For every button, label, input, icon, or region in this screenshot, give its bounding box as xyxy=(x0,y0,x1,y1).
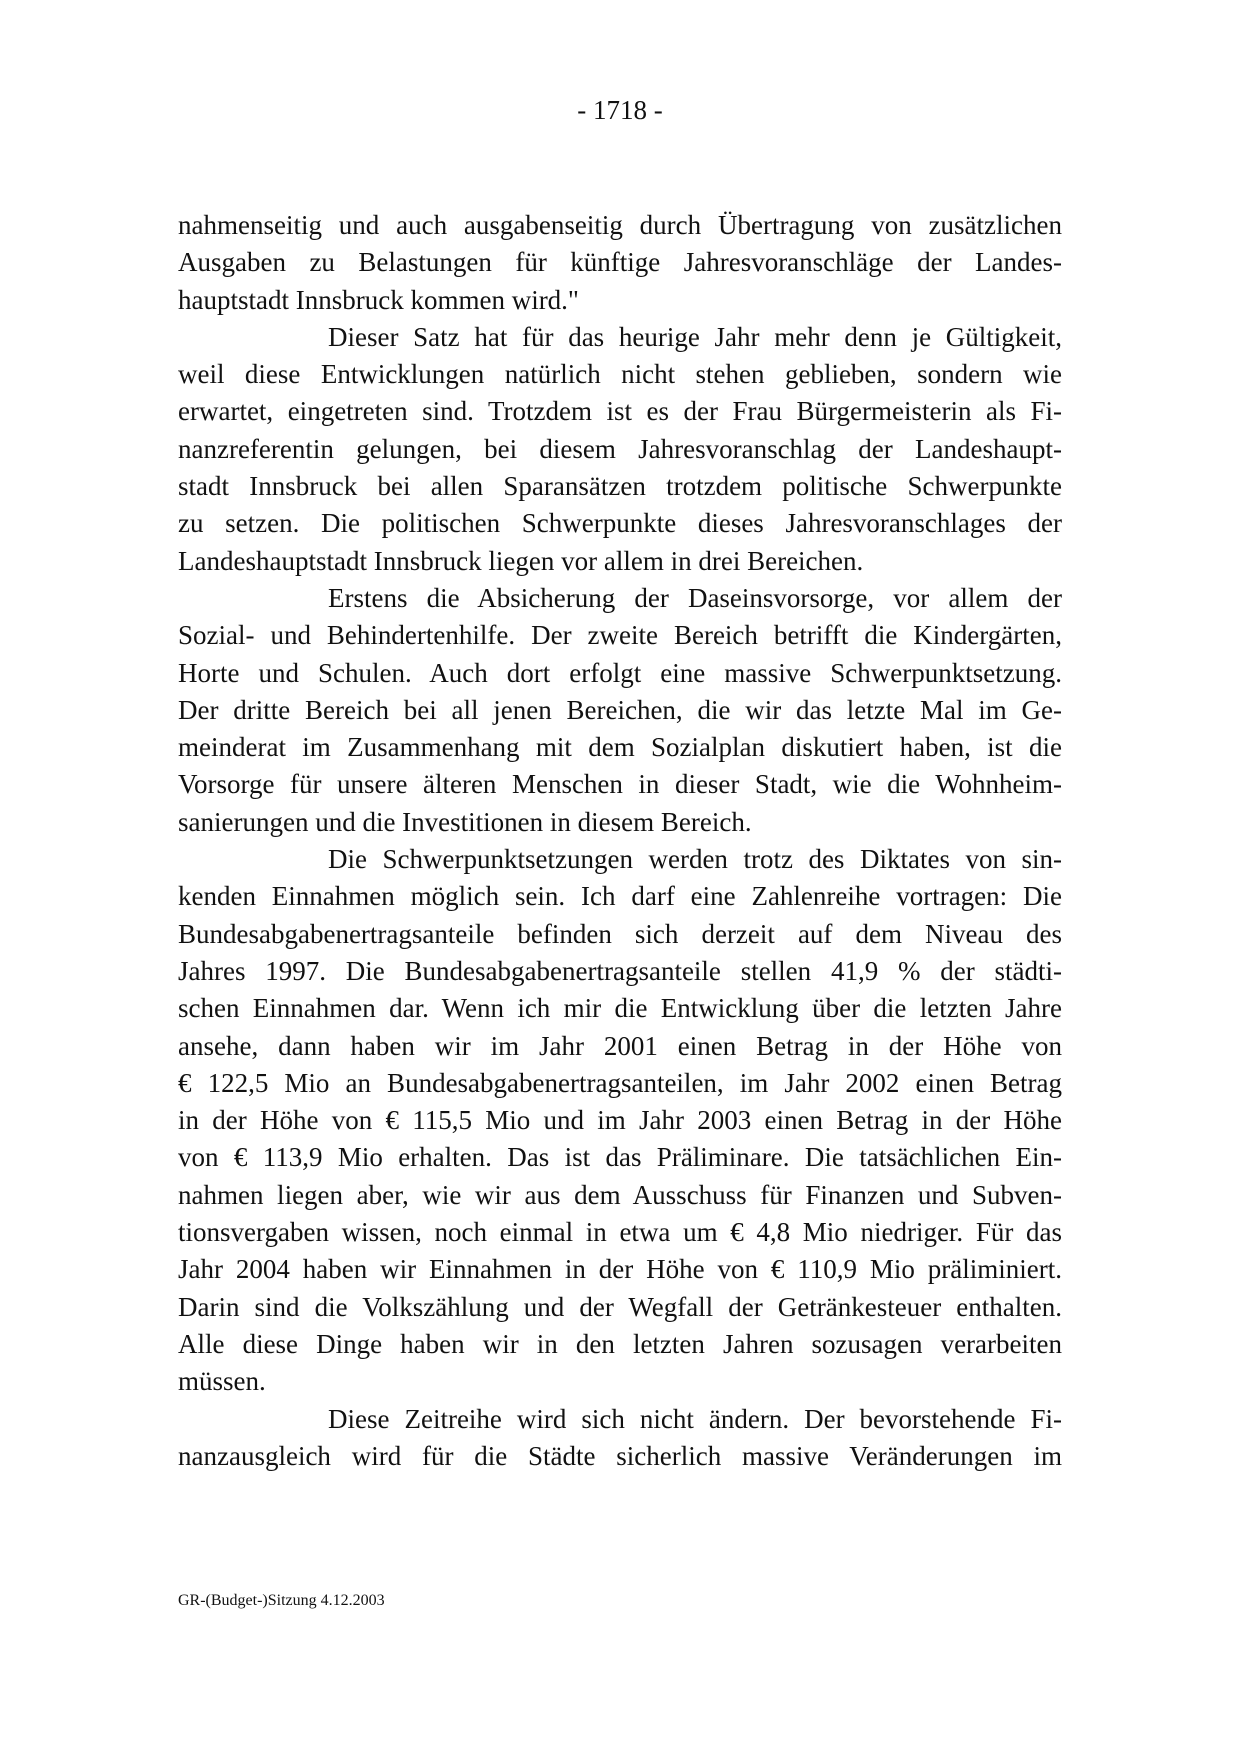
body-text xyxy=(178,207,1062,1475)
text-line: nanzreferentin gelungen, bei diesem Jahresvoranschlag der Landeshaupt- xyxy=(178,433,1062,464)
text-line: in der Höhe von € 115,5 Mio und im Jahr 2003 einen Betrag in der Höhe xyxy=(178,1105,1062,1136)
text-line: ansehe, dann haben wir im Jahr 2001 einen Betrag in der Höhe von xyxy=(178,1030,1062,1061)
text-line: weil diese Entwicklungen natürlich nicht stehen geblieben, sondern wie xyxy=(178,359,1062,390)
text-line: meinderat im Zusammenhang mit dem Sozialplan diskutiert haben, ist die xyxy=(178,732,1062,763)
text-line: Darin sind die Volkszählung und der Wegfall der Getränkesteuer enthalten. xyxy=(178,1291,1062,1322)
text-line: Vorsorge für unsere älteren Menschen in dieser Stadt, wie die Wohnheim- xyxy=(178,769,1062,800)
text-line: Der dritte Bereich bei all jenen Bereichen, die wir das letzte Mal im Ge- xyxy=(178,694,1062,725)
text-line: kenden Einnahmen möglich sein. Ich darf eine Zahlenreihe vortragen: Die xyxy=(178,881,1062,912)
text-line: von € 113,9 Mio erhalten. Das ist das Präliminare. Die tatsächlichen Ein- xyxy=(178,1142,1062,1173)
text-line: nahmenseitig und auch ausgabenseitig durch Übertragung von zusätzlichen xyxy=(178,210,1062,240)
text-line: tionsvergaben wissen, noch einmal in etwa um € 4,8 Mio niedriger. Für das xyxy=(178,1217,1062,1248)
text-line: hauptstadt Innsbruck kommen wird." xyxy=(178,284,579,315)
text-line: nahmen liegen aber, wie wir aus dem Ausschuss für Finanzen und Subven- xyxy=(178,1179,1062,1210)
text-line: Dieser Satz hat für das heurige Jahr mehr denn je Gültigkeit, xyxy=(328,321,1062,352)
text-line: Die Schwerpunktsetzungen werden trotz des Diktates von sin- xyxy=(328,844,1062,875)
text-line: Diese Zeitreihe wird sich nicht ändern. Der bevorstehende Fi- xyxy=(328,1403,1062,1434)
text-line: Erstens die Absicherung der Daseinsvorsorge, vor allem der xyxy=(328,582,1062,613)
text-line: Jahr 2004 haben wir Einnahmen in der Höhe von € 110,9 Mio präliminiert. xyxy=(178,1254,1062,1285)
footer-session-label: GR-(Budget-)Sitzung 4.12.2003 xyxy=(178,1592,385,1609)
text-line: € 122,5 Mio an Bundesabgabenertragsanteilen, im Jahr 2002 einen Betrag xyxy=(178,1067,1062,1098)
text-line: Sozial- und Behindertenhilfe. Der zweite Bereich betrifft die Kindergärten, xyxy=(178,620,1062,651)
text-line: erwartet, eingetreten sind. Trotzdem ist es der Frau Bürgermeisterin als Fi- xyxy=(178,396,1062,427)
text-line: Horte und Schulen. Auch dort erfolgt eine massive Schwerpunktsetzung. xyxy=(178,657,1062,688)
text-line: Landeshauptstadt Innsbruck liegen vor allem in drei Bereichen. xyxy=(178,545,864,576)
text-line: stadt Innsbruck bei allen Sparansätzen trotzdem politische Schwerpunkte xyxy=(178,471,1062,502)
page-number: - 1718 - xyxy=(577,95,663,125)
text-line: müssen. xyxy=(178,1366,266,1397)
text-line: nanzausgleich wird für die Städte sicherlich massive Veränderungen im xyxy=(178,1440,1062,1471)
text-line: Bundesabgabenertragsanteile befinden sich derzeit auf dem Niveau des xyxy=(178,918,1062,949)
text-line: sanierungen und die Investitionen in diesem Bereich. xyxy=(178,806,752,837)
text-line: zu setzen. Die politischen Schwerpunkte dieses Jahresvoranschlages der xyxy=(178,508,1062,539)
text-line: Alle diese Dinge haben wir in den letzten Jahren sozusagen verarbeiten xyxy=(178,1328,1062,1359)
text-line: Jahres 1997. Die Bundesabgabenertragsanteile stellen 41,9 % der städti- xyxy=(178,955,1062,986)
text-line: schen Einnahmen dar. Wenn ich mir die Entwicklung über die letzten Jahre xyxy=(178,993,1062,1024)
text-line: Ausgaben zu Belastungen für künftige Jahresvoranschläge der Landes- xyxy=(178,247,1062,278)
